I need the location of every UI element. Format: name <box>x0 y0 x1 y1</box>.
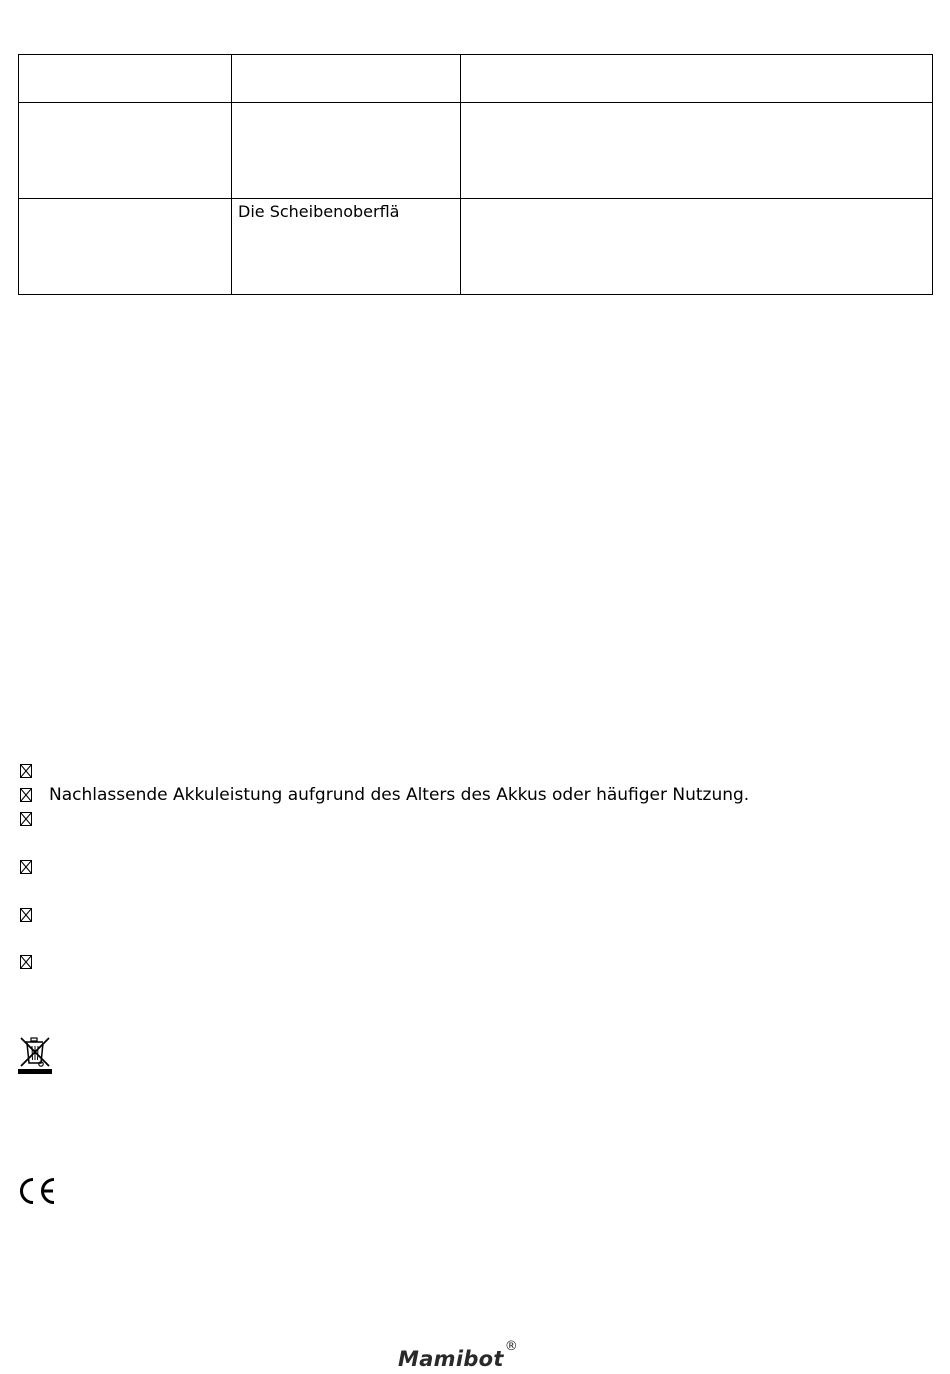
table-row <box>19 55 933 103</box>
table-row <box>19 199 933 295</box>
brand-logo <box>398 1340 518 1374</box>
missing-glyph-box-icon <box>20 764 32 778</box>
missing-glyph-box-icon <box>20 955 32 969</box>
registered-mark: ® <box>504 1339 518 1354</box>
cell-text <box>461 103 932 106</box>
missing-glyph-box-icon <box>20 860 32 874</box>
missing-glyph-box-icon <box>20 788 32 802</box>
bullet-item <box>20 785 749 805</box>
bullet-item <box>20 857 49 877</box>
ce-mark-icon <box>17 1177 57 1205</box>
cell-text <box>461 199 932 202</box>
cell-text <box>19 103 231 106</box>
table-cell <box>461 103 933 199</box>
table-cell <box>232 55 461 103</box>
cell-text: Die Scheibenoberflä <box>238 202 400 221</box>
cell-text <box>461 55 932 58</box>
bullet-item <box>20 761 49 781</box>
cell-text <box>19 199 231 202</box>
table-row <box>19 103 933 199</box>
table-cell <box>19 103 232 199</box>
logo-text: Mamibot <box>398 1347 504 1371</box>
table-cell <box>19 199 232 295</box>
bullet-item <box>20 952 49 972</box>
bullet-text: Nachlassende Akkuleistung aufgrund des Alters des Akkus oder häufiger Nutzung. <box>49 785 750 805</box>
table-cell <box>232 199 461 295</box>
missing-glyph-box-icon <box>20 908 32 922</box>
bullet-item <box>20 809 49 829</box>
table-cell <box>461 199 933 295</box>
cell-text <box>232 55 460 58</box>
troubleshooting-table <box>18 54 933 295</box>
table-cell <box>232 103 461 199</box>
crossed-out-wheelie-bin-icon <box>17 1035 53 1075</box>
bullet-item <box>20 905 49 925</box>
table-cell <box>461 55 933 103</box>
missing-glyph-box-icon <box>20 812 32 826</box>
cell-text <box>19 55 231 58</box>
cell-text <box>232 103 460 106</box>
table-cell <box>19 55 232 103</box>
